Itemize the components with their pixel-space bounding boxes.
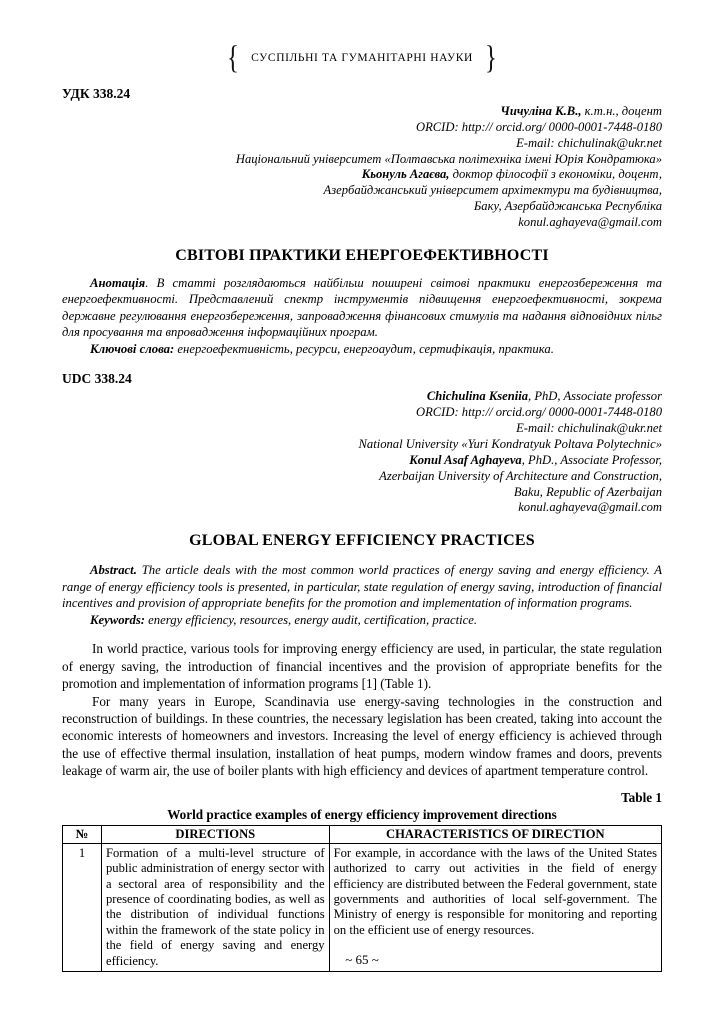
table-cell-direction: Formation of a multi-level structure of public administration of energy sector with a sectoral area of responsibility and the presence of coordinating bodies, as well as the distribution of individual functions within the framework of the state policy in the field of energy saving and energy efficiency. xyxy=(102,843,330,971)
author2-line-ua xyxy=(62,167,662,183)
table-header-directions: DIRECTIONS xyxy=(102,825,330,843)
author1-orcid-ua: ORCID: http:// orcid.org/ 0000-0001-7448-0180 xyxy=(415,119,662,134)
body-text xyxy=(62,640,662,779)
author1-line-ua xyxy=(62,104,662,120)
author1-affiliation-en: National University «Yuri Kondratyuk Poltava Polytechnic» xyxy=(358,436,662,451)
body-paragraph-2: For many years in Europe, Scandinavia use energy-saving technologies in the construction and reconstruction of buildings. In these countries, the necessary legislation has been created, taking into account the economic interests of homeowners and investors. Increasing the level of energy efficiency is achieved through the use of effective thermal insulation, installation of heat pumps, modern window frames and doors, prevents leakage of warm air, the use of boiler plants with high efficiency and devices of apartment temperature control. xyxy=(62,693,662,779)
abstract-text-en: The article deals with the most common world practices of energy saving and energy efficiency. A range of energy efficiency tools is presented, in particular, state regulation of energy saving, introduction of financial incentives and provision of appropriate benefits for the promotion and implementation of information programs. xyxy=(62,563,662,611)
authors-block-ukrainian xyxy=(62,104,662,231)
author1-email-en: E-mail: chichulinak@ukr.net xyxy=(516,421,662,436)
keywords-text-en: energy efficiency, resources, energy audit, certification, practice. xyxy=(144,612,478,627)
abstract-label-en: Abstract. xyxy=(90,563,137,578)
author1-email-ua: E-mail: chichulinak@ukr.net xyxy=(516,135,662,150)
abstract-label-ua: Анотація xyxy=(90,275,146,290)
table-header-characteristics: CHARACTERISTICS OF DIRECTION xyxy=(329,825,661,843)
author2-email-en: konul.aghayeva@gmail.com xyxy=(518,500,662,515)
udc-english: UDC 338.24 xyxy=(62,371,132,387)
author2-degree-ua: доктор філософії з економіки, доцент, xyxy=(449,167,662,182)
table-cell-characteristics: For example, in accordance with the laws of the United States authorized to carry out activities in the field of energy efficiency are distributed between the Federal government, state governments and authorities of local self-government. The Ministry of energy is responsible for monitoring and reporting on the efficient use of energy resources. xyxy=(329,843,661,971)
abstract-text-ua: . В статті розглядаються найбільш поширені світові практики енергозбереження та енергоефективності. Представлений спектр інструментів підвищення енергоефективності, зокрема державне регулювання енергозбереження, запровадження фінансових стимулів та надання відповідних пільг для просування та впровадження інформаційних програм. xyxy=(62,275,662,340)
keywords-label-ua: Ключові слова: xyxy=(90,341,175,356)
author2-line-en xyxy=(62,453,662,469)
abstract-ukrainian xyxy=(62,275,662,341)
article-title-ukrainian: СВІТОВІ ПРАКТИКИ ЕНЕРГОЕФЕКТИВНОСТІ xyxy=(175,246,549,264)
keywords-label-en: Keywords: xyxy=(90,612,145,627)
keywords-ukrainian xyxy=(62,341,662,358)
author1-name-en: Chichulina Kseniia xyxy=(426,389,529,404)
author2-name-ua: Кьонуль Агаєва, xyxy=(361,167,450,182)
running-head xyxy=(62,40,662,76)
author2-affiliation2-ua: Баку, Азербайджанська Республіка xyxy=(473,199,662,214)
author1-affiliation-ua: Національний університет «Полтавська політехніка імені Юрія Кондратюка» xyxy=(235,151,662,166)
page-number: ~ 65 ~ xyxy=(345,952,379,967)
author1-degree-ua: к.т.н., доцент xyxy=(581,104,662,118)
table-cell-number: 1 xyxy=(63,843,102,971)
author1-line-en xyxy=(62,389,662,405)
bracket-right-ornament: } xyxy=(484,40,497,76)
author2-email-ua: konul.aghayeva@gmail.com xyxy=(518,215,662,230)
udc-ukrainian: УДК 338.24 xyxy=(62,86,131,101)
author2-affiliation2-en: Baku, Republic of Azerbaijan xyxy=(513,484,662,499)
energy-efficiency-table xyxy=(62,825,662,972)
abstract-english xyxy=(62,562,662,612)
table-header-number: № xyxy=(63,825,102,843)
table-number-label: Table 1 xyxy=(621,789,662,805)
article-title-english: GLOBAL ENERGY EFFICIENCY PRACTICES xyxy=(189,532,535,550)
table-header-row xyxy=(63,825,662,843)
body-paragraph-1: In world practice, various tools for improving energy efficiency are used, in particular, the state regulation of energy saving, the introduction of financial incentives and the provision of appropriate benefits for the promotion and implementation of information programs [1] (Table 1). xyxy=(62,641,662,692)
authors-block-english xyxy=(62,389,662,516)
keywords-text-ua: енергоефективність, ресурси, енергоаудит, сертифікація, практика. xyxy=(174,341,554,356)
author2-affiliation1-en: Azerbaijan University of Architecture and Construction, xyxy=(379,468,662,483)
author1-degree-en: , PhD, Associate professor xyxy=(528,389,662,404)
author2-name-en: Konul Asaf Aghayeva xyxy=(409,452,522,467)
table-caption: World practice examples of energy efficiency improvement directions xyxy=(167,806,557,822)
bracket-left-ornament: { xyxy=(227,40,240,76)
author1-orcid-en: ORCID: http:// orcid.org/ 0000-0001-7448-0180 xyxy=(415,405,662,420)
author2-degree-en: , PhD., Associate Professor, xyxy=(521,452,662,467)
author2-affiliation1-ua: Азербайджанський університет архітектури та будівництва, xyxy=(323,183,662,198)
running-head-text: СУСПІЛЬНІ ТА ГУМАНІТАРНІ НАУКИ xyxy=(251,52,473,64)
author1-name-ua: Чичуліна К.В., xyxy=(500,104,582,118)
keywords-english xyxy=(62,612,662,629)
